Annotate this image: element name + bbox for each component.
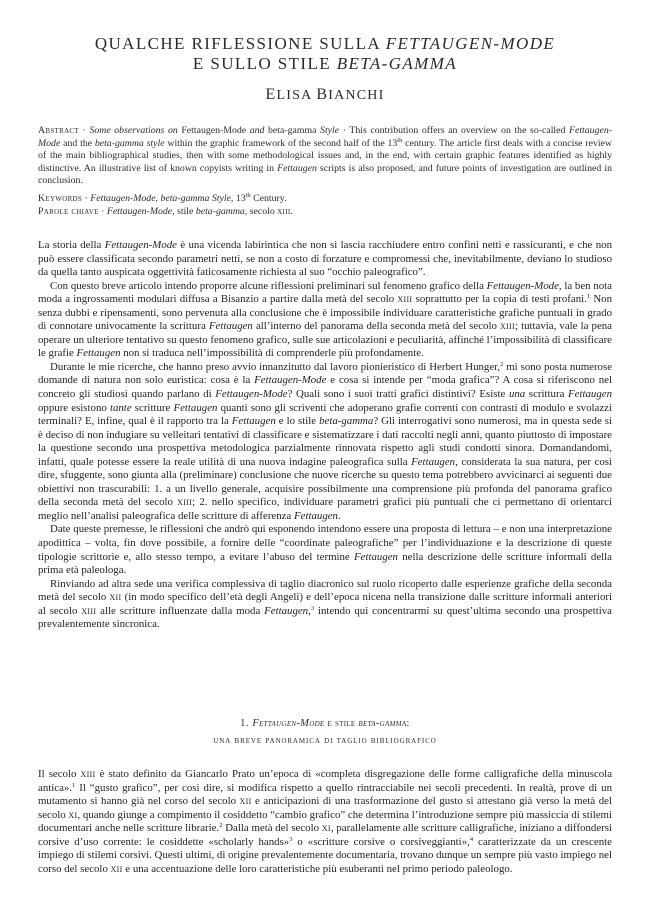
century-numeral: xii [110, 862, 123, 875]
italic-term: Fettaugen [208, 320, 253, 333]
footnote-ref[interactable]: 3 [310, 604, 315, 612]
century-numeral: xii [239, 795, 252, 808]
paragraph-2 [38, 280, 612, 361]
text: oppure esistono [38, 401, 110, 414]
footnote-ref[interactable]: 2 [500, 360, 504, 368]
paragraph-3 [38, 361, 612, 524]
section-number: 1. [240, 718, 253, 729]
text: ? Gli interrogativi sono numerosi, ma in questa sede si è deciso di non indugiare su velleitari tentativi di classificare e sistematizzare i dati raccolti negli anni, quanto piuttosto di impostare la questione secondo una prospettiva metodologica parzialmente rinnovata rispetto agli studi condotti sinora. Domandandomi, infatti, quale potesse essere la reale utilità di una nuova indagine paleografica sulla [38, 415, 613, 468]
text: , parallelamente alle scritture calligrafiche, iniziano a diffondersi corsive d’uso corrente: le cosiddette «scholarly hands» [38, 822, 612, 848]
text: , quando giunge a compimento il cosiddetto “cambio grafico” che determina l’introduzione sempre più massiccia di stilemi documentari anche nelle scritture librarie. [38, 808, 612, 835]
text: , considerata la sua natura, per così dire, sfuggente, sono giunta alla (preliminare) conclusione che nuove ricerche su questo tema potrebbero avvicinarci ai seguenti due obiettivi non trascurabili: 1. a un livello generale, acquisire possibilmente una comprensione più profonda del panorama grafico della seconda metà del secolo [38, 455, 613, 509]
text: , la ben nota moda a ingrossamenti modulari diffusa a Bisanzio a partire dalla metà del secolo [38, 279, 612, 306]
abstract-italic: and [249, 125, 265, 136]
paragraph-1 [38, 239, 612, 280]
abstract-text: within the graphic framework of the second half of the 13 [164, 137, 398, 149]
title-italic-text: BETA-GAMMA [336, 54, 458, 73]
superscript: th [397, 136, 403, 144]
footnote-ref[interactable]: 3 [289, 835, 293, 843]
text: intendo qui concentrarmi su quest’ultima secondo una prospettiva prevalentemente sincronica. [38, 604, 612, 631]
abstract-italic: Style [320, 125, 340, 136]
century-numeral: xiii [80, 768, 96, 780]
abstract-label: Abstract [38, 125, 79, 136]
italic-term: una [508, 388, 526, 401]
keywords-label: Keywords [38, 193, 83, 204]
keywords-text: Century. [250, 193, 287, 204]
text: Con questo breve articolo intendo proporre alcune riflessioni preliminari sul fenomeno grafico della [50, 279, 487, 292]
title-italic-text: FETTAUGEN-MODE [385, 34, 556, 53]
text: ? Quali sono i suoi tratti grafici distintivi? Esiste [287, 388, 509, 401]
author-name [0, 86, 650, 104]
parole-text: . [290, 206, 293, 217]
text: Il “gusto grafico”, per così dire, si modifica rispetto a quello rintracciabile nei secoli precedenti. In realtà, prove di un mutamento si hanno già nel corso del secolo [38, 781, 612, 808]
main-text [38, 239, 612, 632]
text: non si traduca nell’impossibilità di comprenderle più profondamente. [120, 347, 424, 360]
italic-term: Fettaugen [76, 347, 121, 360]
text: all’interno del panorama della seconda metà del secolo [252, 320, 500, 333]
century-numeral: xii [109, 591, 122, 604]
century-numeral: xiii [177, 496, 193, 509]
abstract [38, 125, 612, 188]
text: (in modo specifico dell’età degli Angeli) e dell’epoca nicena nella transizione dalle scritture informali anteriori al secolo [38, 591, 612, 617]
italic-term: Fettaugen [568, 388, 612, 401]
author-text: IANCHI [328, 88, 385, 103]
section-heading [0, 718, 650, 729]
italic-term: Fettaugen-Mode [104, 239, 177, 251]
text: Dalla metà del secolo [222, 822, 322, 835]
text: nella descrizione delle scritture informali della prima età paleologa. [38, 550, 612, 577]
abstract-text: scripts is also proposed, and future points of investigation are outlined in conclusion. [38, 162, 612, 187]
italic-term: beta-gamma [319, 415, 374, 428]
section-text [38, 768, 612, 876]
abstract-text: · This contribution offers an overview on the so-called [339, 125, 569, 136]
century-numeral: xiii [81, 604, 97, 617]
italic-term: Fettaugen [354, 550, 398, 563]
text: quanti sono gli scriventi che adoperano grafie correnti con contrasti di modulo e svolazzi terminali? E, infine, qual è il rapporto tra la [38, 401, 612, 428]
parole-chiave-label: Parole chiave [38, 206, 99, 217]
abstract-italic: Fettaugen-Mode [38, 125, 612, 149]
abstract-italic: Some observations on [89, 125, 178, 136]
abstract-text: and the [60, 137, 95, 149]
title-text: QUALCHE RIFLESSIONE SULLA [94, 34, 386, 53]
paragraph-6 [38, 768, 612, 876]
keywords-italic: Fettaugen-Mode, beta-gamma Style, [90, 193, 234, 204]
text: e anticipazioni di una trasformazione del gusto si attestano già verso la metà del secolo [38, 795, 613, 821]
abstract-italic: Fettaugen [277, 162, 317, 174]
text: La storia della [38, 239, 105, 251]
text: è stato definito da Giancarlo Prato un’epoca di «completa disgregazione delle forme calligrafiche della minuscola antica». [38, 768, 613, 794]
section-italic: Fettaugen-Mode [252, 718, 325, 729]
paragraph-4 [38, 523, 612, 577]
text: alle scritture influenzate dalla moda [96, 604, 265, 617]
abstract-text: century. The article first deals with a concise review of the main bibliographical studies, then with some methodological issues and, in the end, with certain graphic features identified as highly distinctive. An illustrative list of known copyists writing in [38, 137, 612, 174]
parole-text: stile [174, 206, 196, 217]
parole-italic: beta-gamma, [195, 206, 248, 217]
parole-italic: Fettaugen-Mode, [106, 206, 175, 217]
italic-term: Fettaugen-Mode [215, 388, 288, 401]
italic-term: Fettaugen [173, 401, 218, 414]
footnote-ref[interactable]: 4 [469, 835, 474, 843]
text: mi sono posta numerose domande di natura non solo euristica: cosa è la [38, 360, 613, 387]
footnote-ref[interactable]: 2 [219, 822, 223, 830]
superscript: th [245, 192, 251, 199]
italic-term: Fettaugen-Mode [254, 374, 327, 387]
parole-text: secolo [247, 206, 278, 217]
section-subheading: una breve panoramica di taglio bibliografico [213, 735, 437, 746]
footnote-ref[interactable]: 1 [72, 781, 76, 789]
italic-term: Fettaugen [294, 509, 338, 522]
text: scrittura [525, 388, 569, 401]
keywords [38, 193, 612, 206]
century-numeral: xi [68, 808, 78, 821]
author-initial: B [316, 86, 329, 103]
keywords-text: 13 [233, 193, 246, 204]
text: o «scritture corsive o corsiveggianti», [292, 835, 470, 848]
abstract-text: beta-gamma [264, 125, 321, 136]
text: Non senza dubbi e ripensamenti, sono pervenuta alla conclusione che è impossibile individuare caratteristiche grafiche puntuali in grado di connotare univocamente la scrittura [38, 293, 613, 333]
footnote-ref[interactable]: 1 [586, 293, 591, 301]
text: ; tuttavia, vale la pena operare un ulteriore tentativo su questo fenomeno grafico, sulle sue articolazioni e peculiarità, affinché l’impossibilità di classificare le grafie [38, 320, 612, 360]
text: e una accentuazione delle loro caratteristiche più esuberanti nel primo periodo paleologo. [122, 862, 513, 875]
paragraph-5 [38, 578, 612, 632]
article-title-line-2 [0, 54, 650, 74]
section-text: e stile [324, 718, 359, 729]
parole-chiave [38, 206, 612, 219]
century-numeral: xiii [499, 320, 515, 333]
text: è una vicenda labirintica che non si lascia racchiudere entro confini netti e rassicuranti, e che non può essere classificata secondo parametri netti, se non a costo di forzature e compromessi che, inevitabilmente, deviano lo studioso da quella tanto auspicata oggettività faticosamente richiesta al suo “occhio paleografico”. [38, 239, 613, 279]
author-text: LISA [276, 88, 317, 103]
text: . [337, 509, 341, 522]
text: caratterizzate da un crescente impiego di stilemi corsivi. Questi ultimi, di origine prevalentemente documentaria, trovano dunque un sempre più vasto impiego nel corso del secolo [38, 835, 612, 875]
section-italic: beta-gamma [358, 718, 407, 729]
italic-term: Fettaugen [231, 415, 276, 428]
italic-term: Fettaugen-Mode [486, 279, 559, 292]
section-text: : [406, 718, 410, 729]
abstract-text: Fettaugen-Mode [177, 125, 250, 136]
parole-text: · [98, 206, 107, 217]
century-numeral: xi [321, 822, 331, 835]
century-numeral: xiii [277, 206, 291, 217]
text: Rinviando ad altra sede una verifica complessiva di taglio diacronico sul ruolo ricoperto dalle esperienze grafiche della seconda metà del secolo [38, 577, 612, 604]
text: ; 2. nello specifico, individuare parametri grafici più puntuali che ci permettano di orientarci meglio nell’analisi paleografica delle scritture di afferenza [38, 496, 612, 522]
text: e lo stile [275, 415, 320, 428]
text: scritture [131, 401, 174, 414]
title-text: E SULLO STILE [192, 54, 337, 73]
italic-term: tante [109, 401, 132, 414]
italic-term: Fettaugen, [264, 604, 311, 617]
text: Il secolo [38, 768, 81, 780]
article-title-line-1 [0, 34, 650, 54]
text: soprattutto per la copia di testi profani. [412, 293, 587, 306]
abstract-italic: beta-gamma style [94, 137, 165, 149]
italic-term: Fettaugen [411, 455, 456, 468]
author-initial: E [265, 86, 277, 103]
abstract-text: · [78, 125, 90, 136]
text: e cosa si intende per “moda grafica”? A cosa si riferiscono nel concreto gli studiosi quando parlano di [38, 374, 612, 401]
text: Date queste premesse, le riflessioni che andrò qui esponendo intendono essere una proposta di lettura – e non una interpretazione apodittica – volta, fin dove possibile, a fornire delle “coordinate paleografiche” per l’individuazione e la descrizione di queste tipologie scrittorie e, allo stesso tempo, a evitare l’abuso del termine [38, 523, 612, 563]
century-numeral: xiii [397, 293, 413, 306]
keywords-text: · [82, 193, 91, 204]
text: Durante le mie ricerche, che hanno preso avvio innanzitutto dal lavoro pionieristico di Herbert Hunger, [50, 360, 501, 373]
